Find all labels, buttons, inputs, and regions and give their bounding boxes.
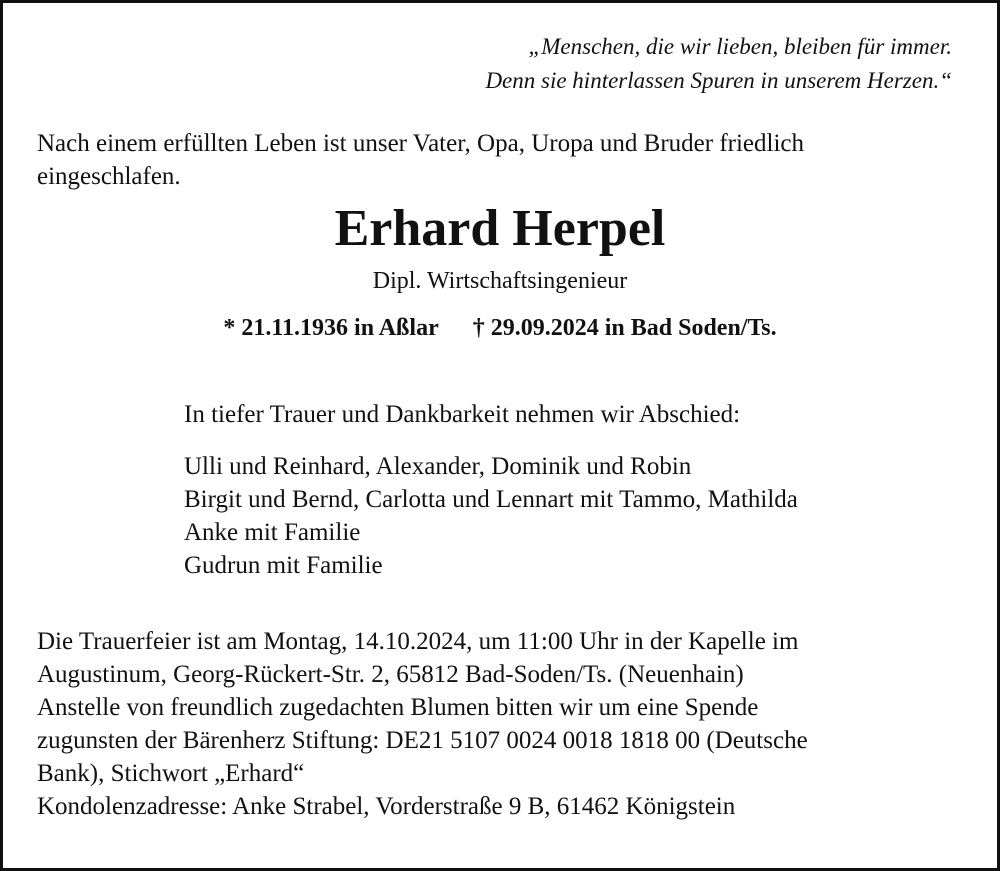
death-date: 29.09.2024 in Bad Soden/Ts.	[490, 315, 777, 341]
deceased-name: Erhard Herpel	[334, 200, 666, 257]
details-line: Kondolenzadresse: Anke Strabel, Vorderstraße 9 B, 61462 Königstein	[37, 793, 736, 820]
mourners-lead: In tiefer Trauer und Dankbarkeit nehmen wir Abschied:	[184, 401, 741, 428]
mourner-line: Birgit und Bernd, Carlotta und Lennart mit Tammo, Mathilda	[184, 486, 798, 513]
life-dates	[0, 310, 1000, 346]
mourner-line: Ulli und Reinhard, Alexander, Dominik und Robin	[184, 453, 692, 480]
service-details	[37, 625, 937, 823]
mourners-block	[184, 398, 964, 582]
details-line: zugunsten der Bärenherz Stiftung: DE21 5107 0024 0018 1818 00 (Deutsche	[37, 727, 808, 754]
intro-line-2: eingeschlafen.	[37, 163, 181, 190]
deceased-title: Dipl. Wirtschaftsingenieur	[372, 268, 628, 294]
cross-icon: †	[472, 315, 485, 341]
quote-line-1: „Menschen, die wir lieben, bleiben für immer.	[528, 34, 952, 59]
intro-line-1: Nach einem erfüllten Leben ist unser Vater, Opa, Uropa und Bruder friedlich	[37, 130, 805, 157]
details-line: Augustinum, Georg-Rückert-Str. 2, 65812 Bad-Soden/Ts. (Neuenhain)	[37, 661, 744, 688]
mourner-line: Gudrun mit Familie	[184, 552, 383, 579]
intro-text	[37, 127, 937, 193]
details-line: Die Trauerfeier ist am Montag, 14.10.2024, um 11:00 Uhr in der Kapelle im	[37, 628, 799, 655]
mourner-line: Anke mit Familie	[184, 519, 361, 546]
quote-line-2: Denn sie hinterlassen Spuren in unserem Herzen.“	[485, 68, 952, 93]
details-line: Bank), Stichwort „Erhard“	[37, 760, 305, 787]
epigraph-quote	[432, 30, 952, 98]
details-line: Anstelle von freundlich zugedachten Blumen bitten wir um eine Spende	[37, 694, 759, 721]
birth-date: * 21.11.1936 in Aßlar	[223, 315, 439, 341]
